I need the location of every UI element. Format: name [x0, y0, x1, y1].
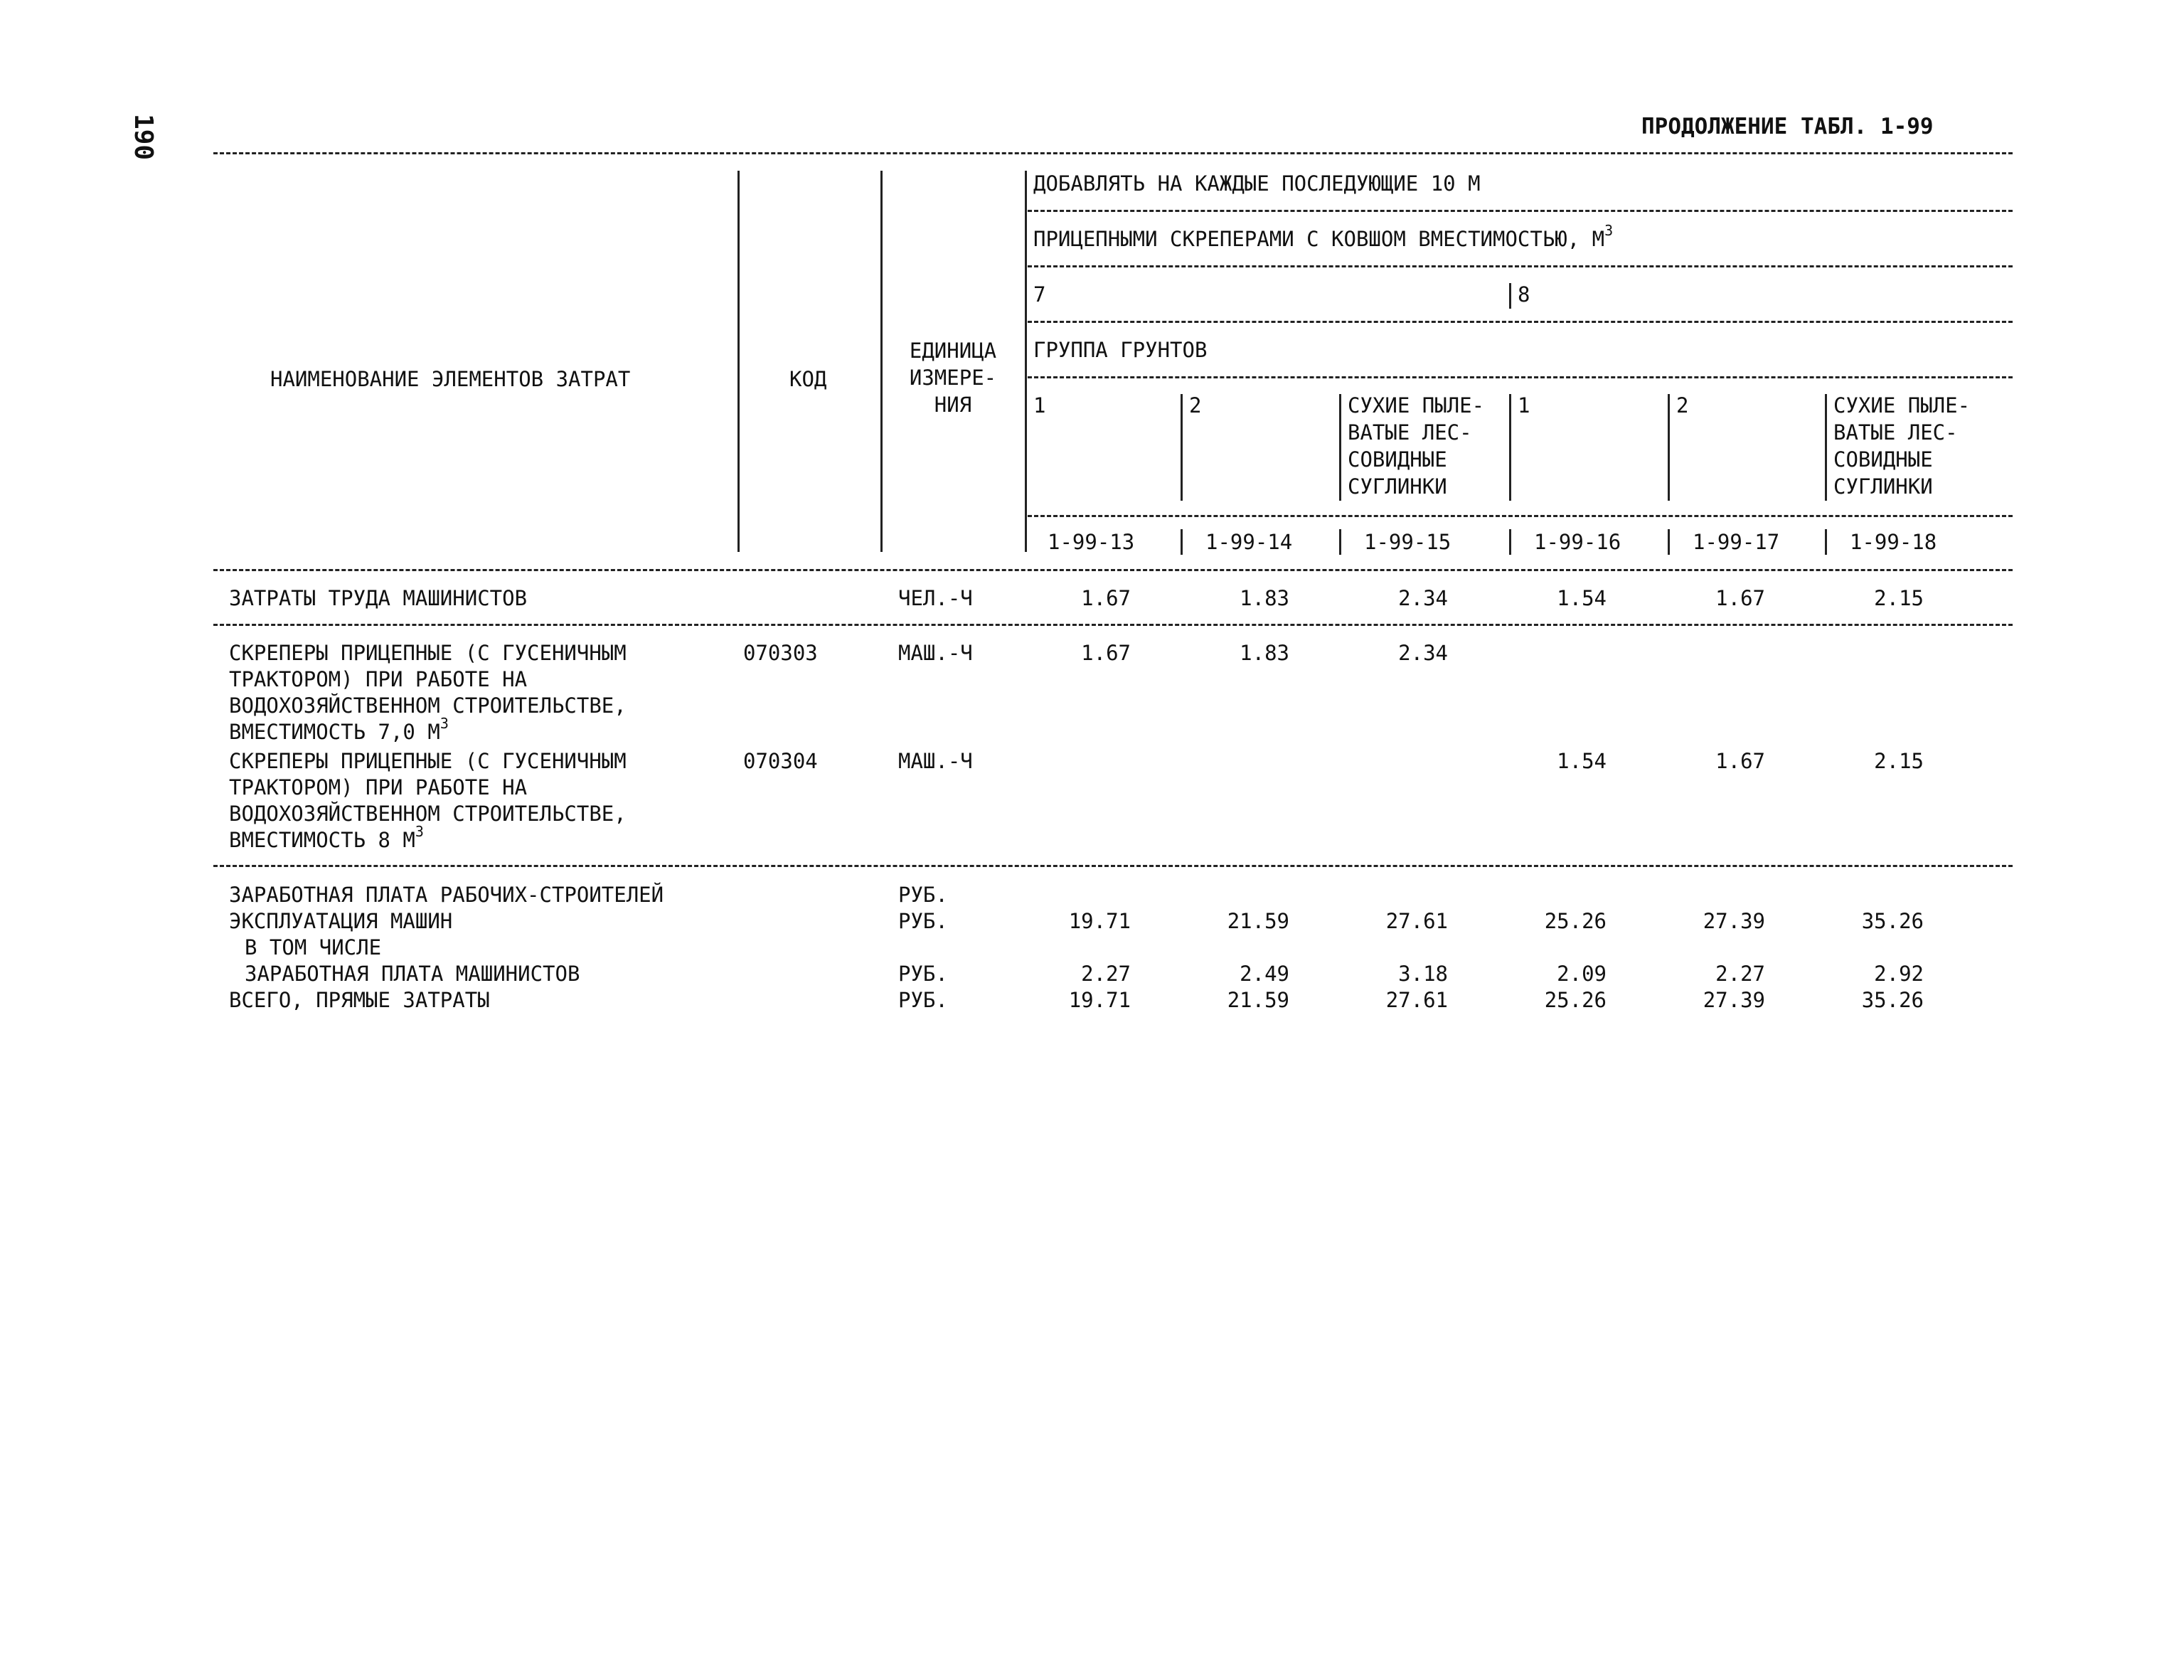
col-divider	[1825, 529, 1827, 555]
header-dry-soil-2: ВАТЫЕ ЛЕС-	[1348, 420, 1472, 445]
header-capacity-7: 7	[1033, 282, 1046, 307]
header-scrapers: ПРИЦЕПНЫМИ СКРЕПЕРАМИ С КОВШОМ ВМЕСТИМОСТЬЮ, $М^3$	[1033, 222, 1614, 251]
col-divider	[1509, 529, 1511, 555]
row-scraper7-unit: МАШ.-Ч	[898, 641, 973, 665]
header-dry-soil-b1: СУХИЕ ПЫЛЕ-	[1833, 393, 1971, 418]
value-cell: 3.18	[1398, 962, 1448, 986]
header-soil-group: ГРУППА ГРУНТОВ	[1033, 338, 1208, 362]
header-dry-soil-1: СУХИЕ ПЫЛЕ-	[1348, 393, 1485, 418]
row-scraper8-line3: ВОДОХОЗЯЙСТВЕННОМ СТРОИТЕЛЬСТВЕ,	[229, 802, 627, 826]
header-dry-soil-b3: СОВИДНЫЕ	[1833, 447, 1933, 472]
header-name: НАИМЕНОВАНИЕ ЭЛЕМЕНТОВ ЗАТРАТ	[270, 367, 631, 391]
header-code-17: 1-99-17	[1693, 530, 1780, 554]
row-operation-unit: РУБ.	[898, 909, 948, 933]
rule	[1028, 376, 2013, 378]
value-cell: 21.59	[1227, 909, 1289, 933]
col-divider	[1339, 394, 1341, 501]
value-cell: 2.34	[1398, 641, 1448, 665]
value-cell: 25.26	[1544, 909, 1607, 933]
rule	[1028, 210, 2013, 212]
header-add-each: ДОБАВЛЯТЬ НА КАЖДЫЕ ПОСЛЕДУЮЩИЕ 10 М	[1033, 171, 1481, 196]
value-cell: 27.39	[1703, 988, 1765, 1012]
col-divider	[880, 171, 883, 552]
col-divider	[1181, 394, 1183, 501]
header-code-18: 1-99-18	[1850, 530, 1937, 554]
value-cell: 1.67	[1081, 586, 1131, 610]
value-cell: 1.54	[1557, 586, 1607, 610]
header-group-1: 1	[1033, 393, 1046, 418]
row-wages-unit: РУБ.	[898, 883, 948, 907]
rule	[1028, 515, 2013, 517]
value-cell: 1.83	[1240, 586, 1289, 610]
col-divider	[737, 171, 740, 552]
header-bottom-rule	[213, 569, 2013, 571]
page-number: 190	[129, 114, 158, 161]
col-divider	[1339, 529, 1341, 555]
header-code: КОД	[789, 367, 827, 391]
row-labor-name: ЗАТРАТЫ ТРУДА МАШИНИСТОВ	[229, 586, 528, 610]
header-unit-3: НИЯ	[934, 393, 972, 417]
value-cell: 2.92	[1874, 962, 1924, 986]
header-code-13: 1-99-13	[1048, 530, 1135, 554]
col-divider	[1509, 283, 1511, 309]
header-top-rule	[213, 152, 2013, 154]
value-cell: 2.27	[1081, 962, 1131, 986]
header-code-14: 1-99-14	[1205, 530, 1293, 554]
rule	[1028, 321, 2013, 323]
col-divider	[1668, 394, 1670, 501]
value-cell: 35.26	[1861, 988, 1924, 1012]
header-unit-2: ИЗМЕРЕ-	[909, 366, 997, 390]
row-scraper8-line4: ВМЕСТИМОСТЬ 8 $М^3$	[229, 823, 424, 852]
header-group-2b: 2	[1676, 393, 1689, 418]
value-cell: 2.34	[1398, 586, 1448, 610]
rule	[1028, 265, 2013, 267]
value-cell: 19.71	[1068, 909, 1131, 933]
header-capacity-8: 8	[1518, 282, 1530, 307]
row-total-name: ВСЕГО, ПРЯМЫЕ ЗАТРАТЫ	[229, 988, 490, 1012]
value-cell: 27.39	[1703, 909, 1765, 933]
col-divider	[1509, 394, 1511, 501]
row-including-name: В ТОМ ЧИСЛЕ	[245, 935, 382, 959]
row-scraper7-line1: СКРЕПЕРЫ ПРИЦЕПНЫЕ (С ГУСЕНИЧНЫМ	[229, 641, 627, 665]
rule	[213, 624, 2013, 626]
row-operator-wages-name: ЗАРАБОТНАЯ ПЛАТА МАШИНИСТОВ	[245, 962, 580, 986]
row-scraper7-line3: ВОДОХОЗЯЙСТВЕННОМ СТРОИТЕЛЬСТВЕ,	[229, 693, 627, 718]
value-cell: 2.27	[1715, 962, 1765, 986]
header-dry-soil-4: СУГЛИНКИ	[1348, 474, 1447, 499]
value-cell: 2.49	[1240, 962, 1289, 986]
header-dry-soil-b2: ВАТЫЕ ЛЕС-	[1833, 420, 1958, 445]
value-cell: 2.15	[1874, 586, 1924, 610]
value-cell: 25.26	[1544, 988, 1607, 1012]
header-unit-1: ЕДИНИЦА	[909, 339, 997, 363]
value-cell: 1.67	[1715, 749, 1765, 773]
header-dry-soil-b4: СУГЛИНКИ	[1833, 474, 1933, 499]
header-group-2: 2	[1189, 393, 1202, 418]
value-cell: 1.54	[1557, 749, 1607, 773]
value-cell: 21.59	[1227, 988, 1289, 1012]
continuation-label: ПРОДОЛЖЕНИЕ ТАБЛ. 1-99	[1641, 114, 1934, 139]
value-cell: 1.83	[1240, 641, 1289, 665]
row-scraper7-line4: ВМЕСТИМОСТЬ 7,0 $М^3$	[229, 715, 449, 744]
rule	[213, 865, 2013, 867]
row-total-unit: РУБ.	[898, 988, 948, 1012]
value-cell: 19.71	[1068, 988, 1131, 1012]
row-operation-name: ЭКСПЛУАТАЦИЯ МАШИН	[229, 909, 453, 933]
col-divider	[1668, 529, 1670, 555]
row-wages-name: ЗАРАБОТНАЯ ПЛАТА РАБОЧИХ-СТРОИТЕЛЕЙ	[229, 883, 664, 907]
row-scraper7-line2: ТРАКТОРОМ) ПРИ РАБОТЕ НА	[229, 667, 528, 691]
col-divider	[1825, 394, 1827, 501]
header-code-16: 1-99-16	[1534, 530, 1621, 554]
value-cell: 27.61	[1385, 909, 1448, 933]
row-scraper8-line2: ТРАКТОРОМ) ПРИ РАБОТЕ НА	[229, 775, 528, 799]
header-group-1b: 1	[1518, 393, 1530, 418]
row-scraper8-unit: МАШ.-Ч	[898, 749, 973, 773]
header-code-15: 1-99-15	[1364, 530, 1451, 554]
value-cell: 1.67	[1081, 641, 1131, 665]
value-cell: 2.15	[1874, 749, 1924, 773]
header-dry-soil-3: СОВИДНЫЕ	[1348, 447, 1447, 472]
value-cell: 2.09	[1557, 962, 1607, 986]
col-divider	[1181, 529, 1183, 555]
row-scraper7-code: 070303	[743, 641, 818, 665]
value-cell: 1.67	[1715, 586, 1765, 610]
row-labor-unit: ЧЕЛ.-Ч	[898, 586, 973, 610]
row-scraper8-code: 070304	[743, 749, 818, 773]
row-scraper8-line1: СКРЕПЕРЫ ПРИЦЕПНЫЕ (С ГУСЕНИЧНЫМ	[229, 749, 627, 773]
value-cell: 27.61	[1385, 988, 1448, 1012]
col-divider	[1025, 171, 1027, 552]
value-cell: 35.26	[1861, 909, 1924, 933]
row-operator-wages-unit: РУБ.	[898, 962, 948, 986]
